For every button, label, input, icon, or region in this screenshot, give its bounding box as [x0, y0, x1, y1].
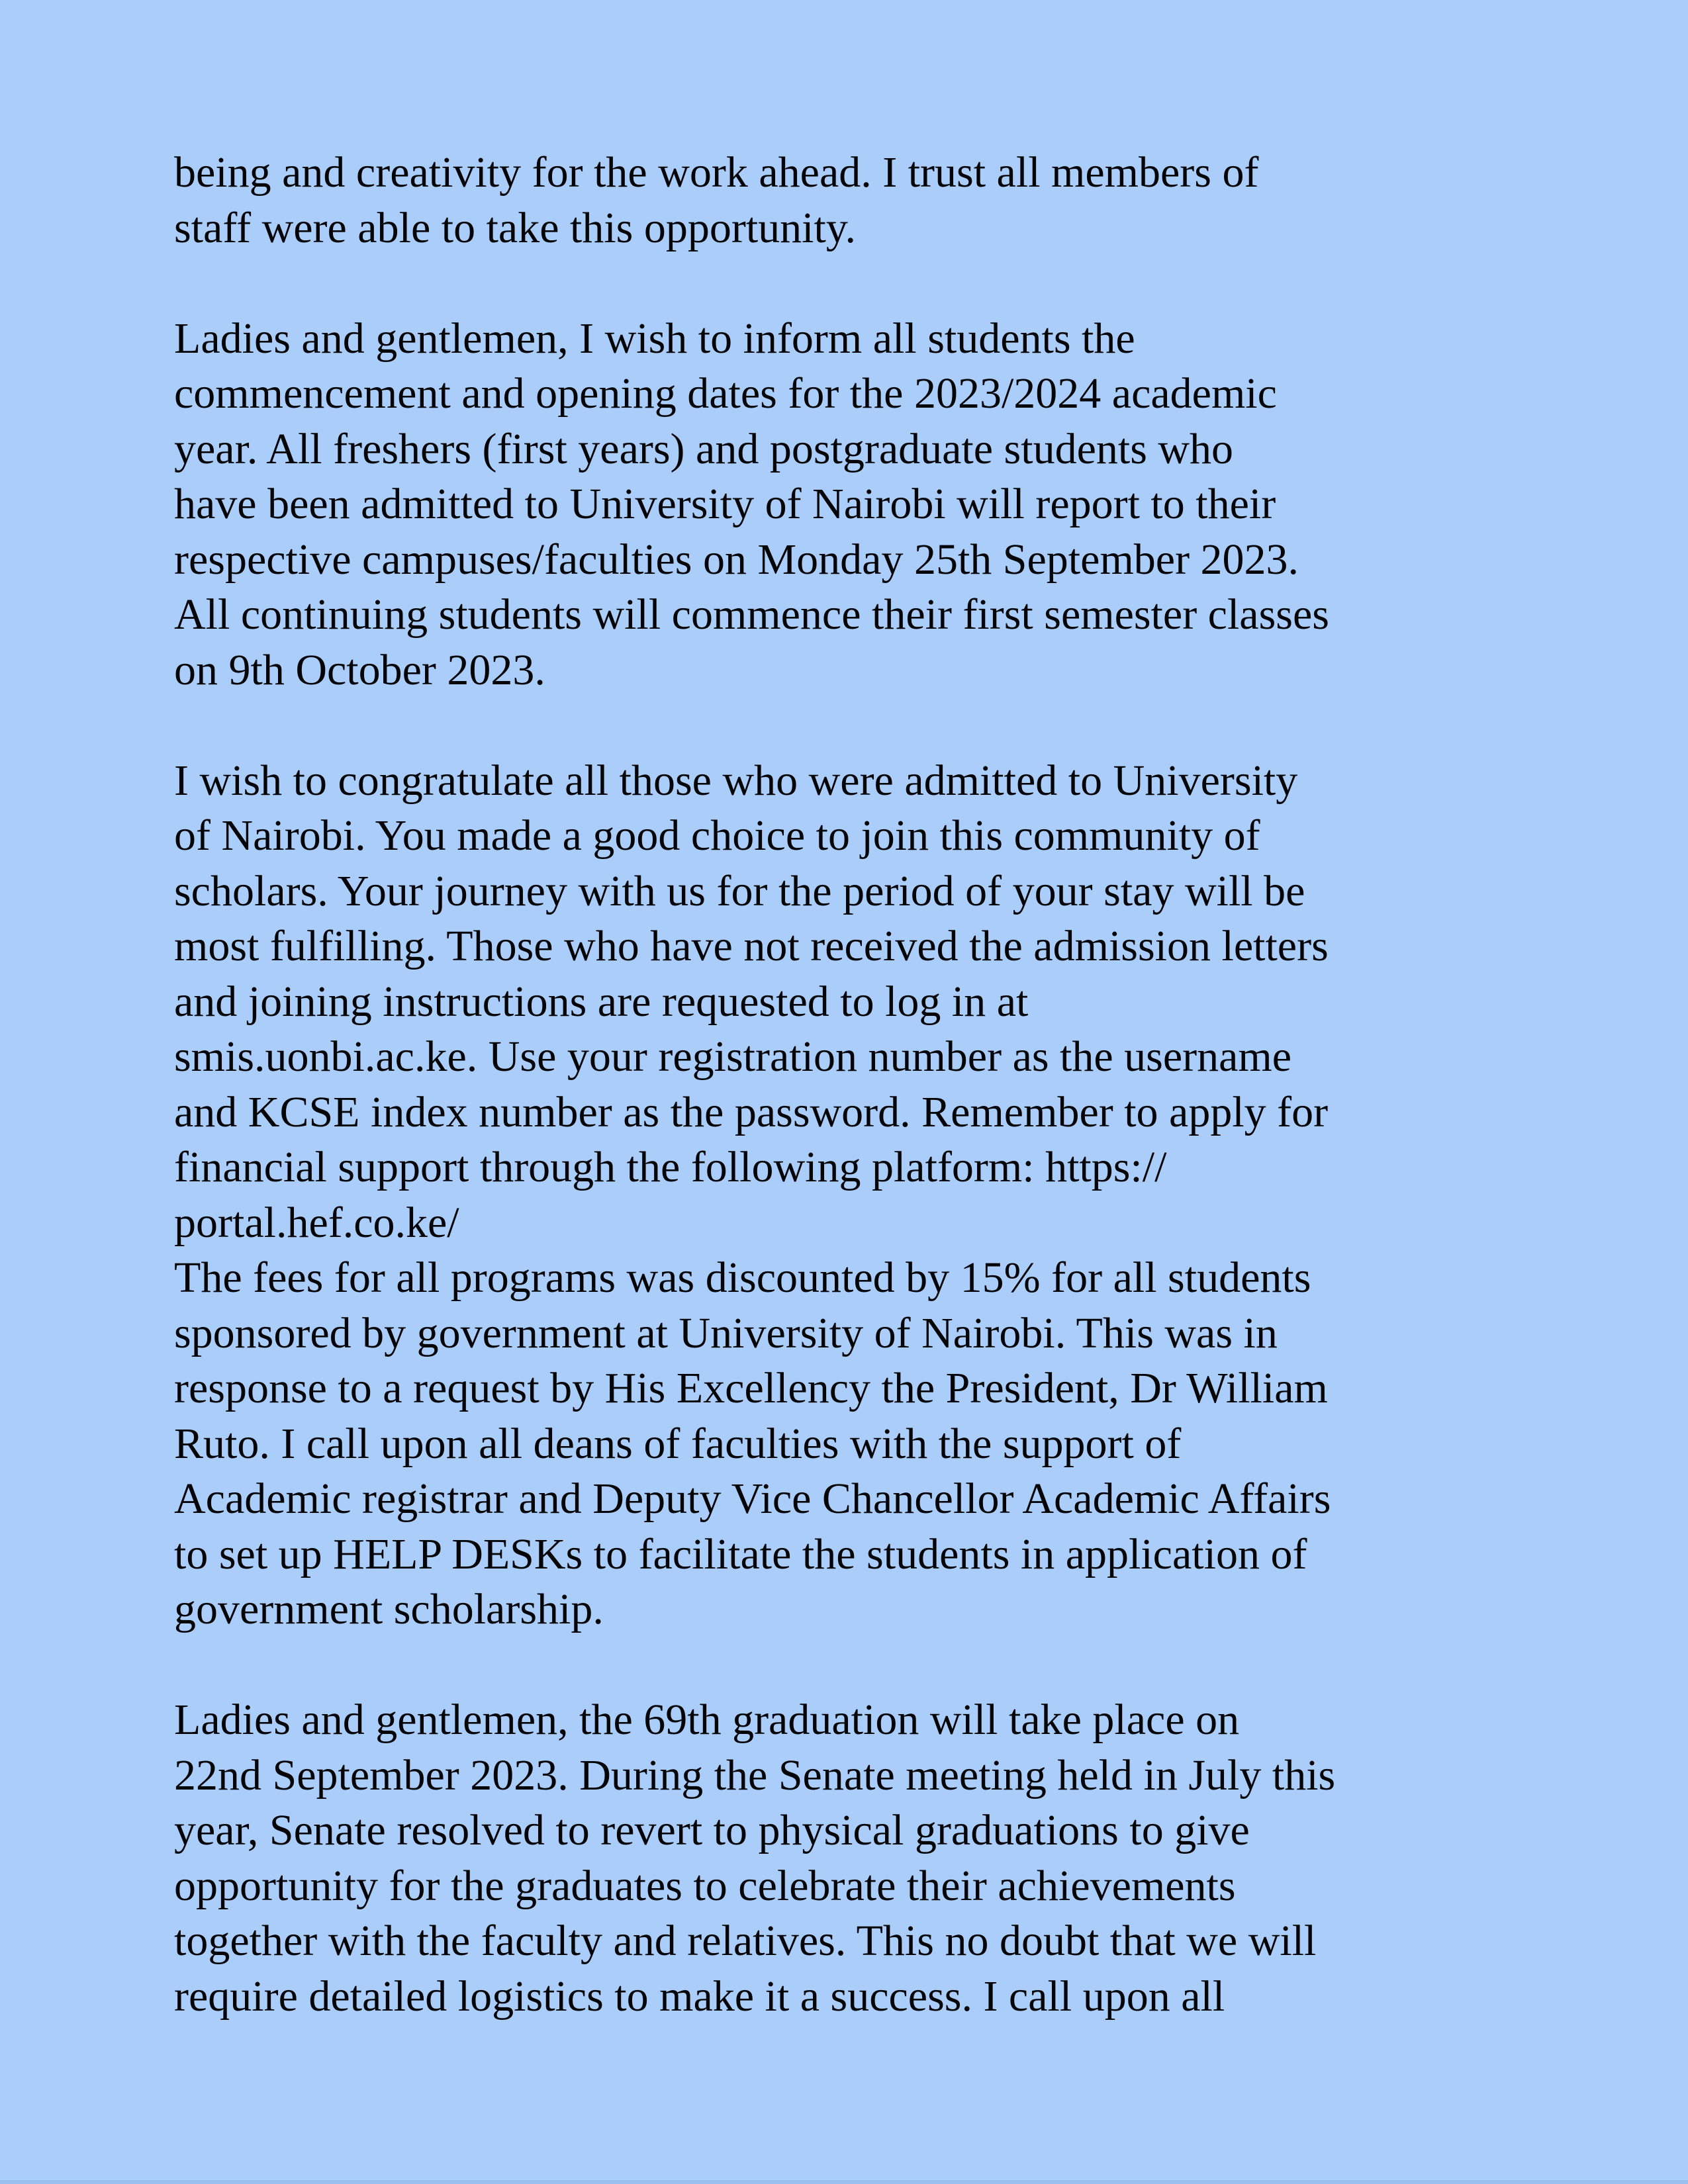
paragraph [174, 753, 1577, 1637]
text-line: commencement and opening dates for the 2023/2024 academic [174, 369, 1277, 418]
letter-text-block [174, 145, 1577, 2024]
text-line: on 9th October 2023. [174, 645, 545, 694]
text-line: being and creativity for the work ahead. I trust all members of [174, 148, 1259, 197]
text-line: government scholarship. [174, 1585, 604, 1633]
text-line: and KCSE index number as the password. Remember to apply for [174, 1087, 1329, 1136]
text-line: require detailed logistics to make it a success. I call upon all [174, 1972, 1225, 2021]
text-line: have been admitted to University of Nairobi will report to their [174, 480, 1276, 528]
text-line: of Nairobi. You made a good choice to join this community of [174, 811, 1260, 860]
text-line: together with the faculty and relatives. This no doubt that we will [174, 1917, 1317, 1965]
text-line: All continuing students will commence their first semester classes [174, 590, 1329, 639]
text-line: I wish to congratulate all those who were admitted to University [174, 756, 1298, 805]
text-line: The fees for all programs was discounted by 15% for all students [174, 1253, 1311, 1302]
paragraph [174, 1692, 1577, 2024]
text-line: response to a request by His Excellency the President, Dr William [174, 1364, 1328, 1412]
text-line: Academic registrar and Deputy Vice Chancellor Academic Affairs [174, 1475, 1331, 1523]
text-line: sponsored by government at University of Nairobi. This was in [174, 1308, 1278, 1357]
text-line: scholars. Your journey with us for the period of your stay will be [174, 866, 1305, 915]
bottom-edge-strip [0, 2180, 1688, 2184]
text-line: Ladies and gentlemen, I wish to inform all students the [174, 314, 1135, 363]
paragraph [174, 311, 1577, 698]
text-line: smis.uonbi.ac.ke. Use your registration number as the username [174, 1032, 1292, 1081]
text-line: most fulfilling. Those who have not received the admission letters [174, 922, 1329, 970]
text-line: year. All freshers (first years) and postgraduate students who [174, 424, 1234, 473]
text-line: staff were able to take this opportunity. [174, 203, 857, 252]
text-line: to set up HELP DESKs to facilitate the students in application of [174, 1529, 1307, 1578]
text-line: portal.hef.co.ke/ [174, 1198, 459, 1247]
paragraph [174, 145, 1577, 255]
text-line: Ruto. I call upon all deans of faculties with the support of [174, 1419, 1182, 1468]
text-line: 22nd September 2023. During the Senate meeting held in July this [174, 1751, 1336, 1799]
text-line: financial support through the following platform: https:// [174, 1143, 1167, 1191]
text-line: Ladies and gentlemen, the 69th graduation will take place on [174, 1696, 1240, 1744]
text-line: and joining instructions are requested to log in at [174, 977, 1029, 1026]
text-line: respective campuses/faculties on Monday 25th September 2023. [174, 535, 1299, 584]
text-line: opportunity for the graduates to celebrate their achievements [174, 1861, 1236, 1910]
text-line: year, Senate resolved to revert to physical graduations to give [174, 1806, 1250, 1854]
